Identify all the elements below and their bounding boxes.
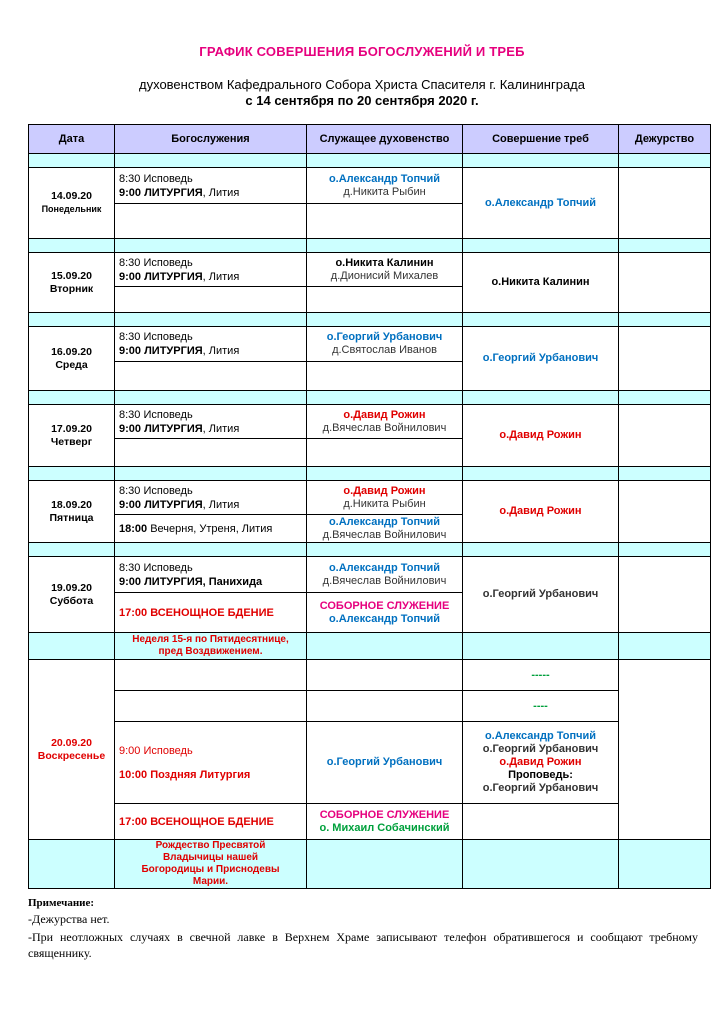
schedule-table	[28, 124, 711, 889]
duty-cell	[619, 168, 711, 239]
notes-line: -Дежурства нет.	[28, 912, 110, 926]
service-confession: 8:30 Исповедь	[119, 484, 193, 497]
concelebration: СОБОРНОЕ СЛУЖЕНИЕ	[319, 808, 450, 821]
document-subtitle: духовенством Кафедрального Собора Христа Спасителя г. Калининграда	[139, 77, 585, 92]
feast-label: Рождество Пресвятой Владычицы нашей Богородицы и Приснодевы Марии.	[115, 840, 307, 889]
service-cell	[115, 722, 307, 804]
service-extra: , Лития	[202, 422, 240, 435]
separator-row	[29, 467, 711, 481]
priest: о.Давид Рожин	[343, 408, 426, 421]
service-confession: 8:30 Исповедь	[119, 172, 193, 185]
service-cell	[115, 557, 307, 593]
notes-line: -При неотложных случаях в свечной лавке в Верхнем Храме записывают телефон обратившегося и сообщают требному священнику.	[28, 930, 698, 960]
table-row	[29, 168, 711, 204]
duty-cell	[619, 327, 711, 391]
priest: о.Георгий Урбанович	[326, 331, 443, 343]
service-cell	[115, 515, 307, 543]
service-vigil: 17:00 ВСЕНОЩНОЕ БДЕНИЕ	[115, 593, 307, 633]
table-row	[29, 253, 711, 287]
separator-row	[29, 154, 711, 168]
service-extra: , Лития	[202, 498, 240, 511]
treby-priest: о.Георгий Урбанович	[482, 743, 599, 755]
weekday: Среда	[55, 358, 88, 371]
separator-row	[29, 313, 711, 327]
duty-cell	[619, 481, 711, 543]
service-vigil: 17:00 ВСЕНОЩНОЕ БДЕНИЕ	[115, 804, 307, 840]
deacon: д.Дионисий Михалев	[330, 269, 439, 282]
service-cell	[115, 481, 307, 515]
separator-row	[29, 239, 711, 253]
separator-row	[29, 391, 711, 405]
sermon-priest: о.Георгий Урбанович	[482, 782, 599, 794]
service-extra: , Лития	[202, 345, 240, 357]
priest: о.Давид Рожин	[343, 484, 426, 497]
service-liturgy: 9:00 ЛИТУРГИЯ	[119, 345, 203, 357]
priest: о.Александр Топчий	[328, 172, 441, 185]
table-row	[29, 804, 711, 840]
table-row	[29, 405, 711, 439]
deacon: д.Вячеслав Войнилович	[322, 574, 447, 587]
feast-label: Неделя 15-я по Пятидесятнице, пред Воздвижением.	[115, 633, 307, 660]
date: 14.09.20	[51, 190, 92, 202]
service-confession: 8:30 Исповедь	[119, 408, 193, 421]
clergy-cell	[307, 593, 463, 633]
col-header-clergy: Служащее духовенство	[307, 125, 463, 154]
feast-row	[29, 840, 711, 889]
date: 16.09.20	[51, 345, 92, 358]
clergy-cell	[307, 253, 463, 287]
treby-cell: о.Никита Калинин	[463, 253, 619, 313]
date-cell	[29, 168, 115, 239]
priest: о.Александр Топчий	[328, 515, 441, 528]
service-liturgy: 9:00 ЛИТУРГИЯ	[119, 498, 203, 511]
date: 15.09.20	[51, 269, 92, 282]
service-vespers: Вечерня, Утреня, Лития	[147, 522, 273, 535]
treby-dash: ----	[463, 691, 619, 722]
deacon: д.Вячеслав Войнилович	[322, 421, 447, 434]
duty-cell	[619, 405, 711, 467]
date-cell	[29, 253, 115, 313]
priest: о. Михаил Собачинский	[319, 821, 450, 834]
deacon: д.Никита Рыбин	[343, 185, 426, 198]
clergy-cell	[307, 481, 463, 515]
service-liturgy: 10:00 Поздняя Литургия	[119, 768, 251, 781]
service-extra: , Лития	[202, 186, 240, 199]
weekday: Понедельник	[41, 204, 102, 214]
col-header-services: Богослужения	[115, 125, 307, 154]
service-confession: 8:30 Исповедь	[119, 256, 193, 269]
service-extra: , Лития	[202, 270, 240, 283]
priest: о.Никита Калинин	[335, 256, 434, 269]
duty-cell	[619, 660, 711, 840]
service-cell	[115, 253, 307, 287]
separator-row	[29, 543, 711, 557]
treby-cell: о.Давид Рожин	[463, 481, 619, 543]
document-title: ГРАФИК СОВЕРШЕНИЯ БОГОСЛУЖЕНИЙ И ТРЕБ	[199, 44, 525, 59]
weekday: Суббота	[49, 594, 94, 607]
service-liturgy: 9:00 ЛИТУРГИЯ, Панихида	[119, 575, 263, 588]
treby-priest: о.Давид Рожин	[499, 756, 582, 768]
sermon-label: Проповедь:	[508, 769, 573, 781]
table-row	[29, 660, 711, 691]
service-time: 18:00	[119, 522, 148, 535]
weekday: Четверг	[50, 435, 93, 448]
table-header-row	[29, 125, 711, 154]
weekday: Пятница	[49, 511, 94, 524]
treby-dash: -----	[463, 660, 619, 691]
date-cell	[29, 557, 115, 633]
priest: о.Александр Топчий	[328, 561, 441, 574]
clergy-cell: о.Георгий Урбанович	[307, 722, 463, 804]
service-liturgy: 9:00 ЛИТУРГИЯ	[119, 422, 203, 435]
duty-cell	[619, 557, 711, 633]
table-row	[29, 557, 711, 593]
treby-cell: о.Георгий Урбанович	[463, 557, 619, 633]
treby-cell: о.Давид Рожин	[463, 405, 619, 467]
date: 18.09.20	[51, 498, 92, 511]
table-row	[29, 722, 711, 804]
col-header-duty: Дежурство	[619, 125, 711, 154]
clergy-cell	[307, 557, 463, 593]
service-confession: 9:00 Исповедь	[119, 744, 193, 757]
treby-cell	[463, 722, 619, 804]
date-cell	[29, 327, 115, 391]
service-cell	[115, 327, 307, 362]
col-header-treby: Совершение треб	[463, 125, 619, 154]
table-row	[29, 327, 711, 362]
priest: о.Александр Топчий	[328, 612, 441, 625]
feast-row	[29, 633, 711, 660]
clergy-cell	[307, 168, 463, 204]
service-confession: 8:30 Исповедь	[119, 561, 193, 574]
date: 19.09.20	[51, 581, 92, 594]
date-cell	[29, 405, 115, 467]
service-cell	[115, 405, 307, 439]
weekday: Воскресенье	[37, 749, 106, 762]
concelebration: СОБОРНОЕ СЛУЖЕНИЕ	[319, 599, 450, 612]
deacon: д.Святослав Иванов	[332, 344, 437, 356]
deacon: д.Вячеслав Войнилович	[322, 528, 447, 541]
table-row	[29, 481, 711, 515]
clergy-cell	[307, 327, 463, 362]
duty-cell	[619, 253, 711, 313]
treby-priest: о.Александр Топчий	[484, 730, 597, 742]
clergy-cell	[307, 804, 463, 840]
service-liturgy: 9:00 ЛИТУРГИЯ	[119, 186, 203, 199]
notes-label: Примечание:	[28, 897, 95, 909]
date: 20.09.20	[51, 736, 92, 749]
service-cell	[115, 168, 307, 204]
weekday: Вторник	[49, 282, 94, 295]
deacon: д.Никита Рыбин	[343, 497, 426, 510]
clergy-cell	[307, 405, 463, 439]
col-header-date: Дата	[29, 125, 115, 154]
treby-cell: о.Георгий Урбанович	[463, 327, 619, 391]
date-cell	[29, 660, 115, 840]
table-row	[29, 691, 711, 722]
date: 17.09.20	[51, 422, 92, 435]
service-liturgy: 9:00 ЛИТУРГИЯ	[119, 270, 203, 283]
date-cell	[29, 481, 115, 543]
document-period: с 14 сентября по 20 сентября 2020 г.	[245, 93, 479, 108]
service-confession: 8:30 Исповедь	[119, 331, 193, 343]
clergy-cell	[307, 515, 463, 543]
treby-cell: о.Александр Топчий	[463, 168, 619, 239]
